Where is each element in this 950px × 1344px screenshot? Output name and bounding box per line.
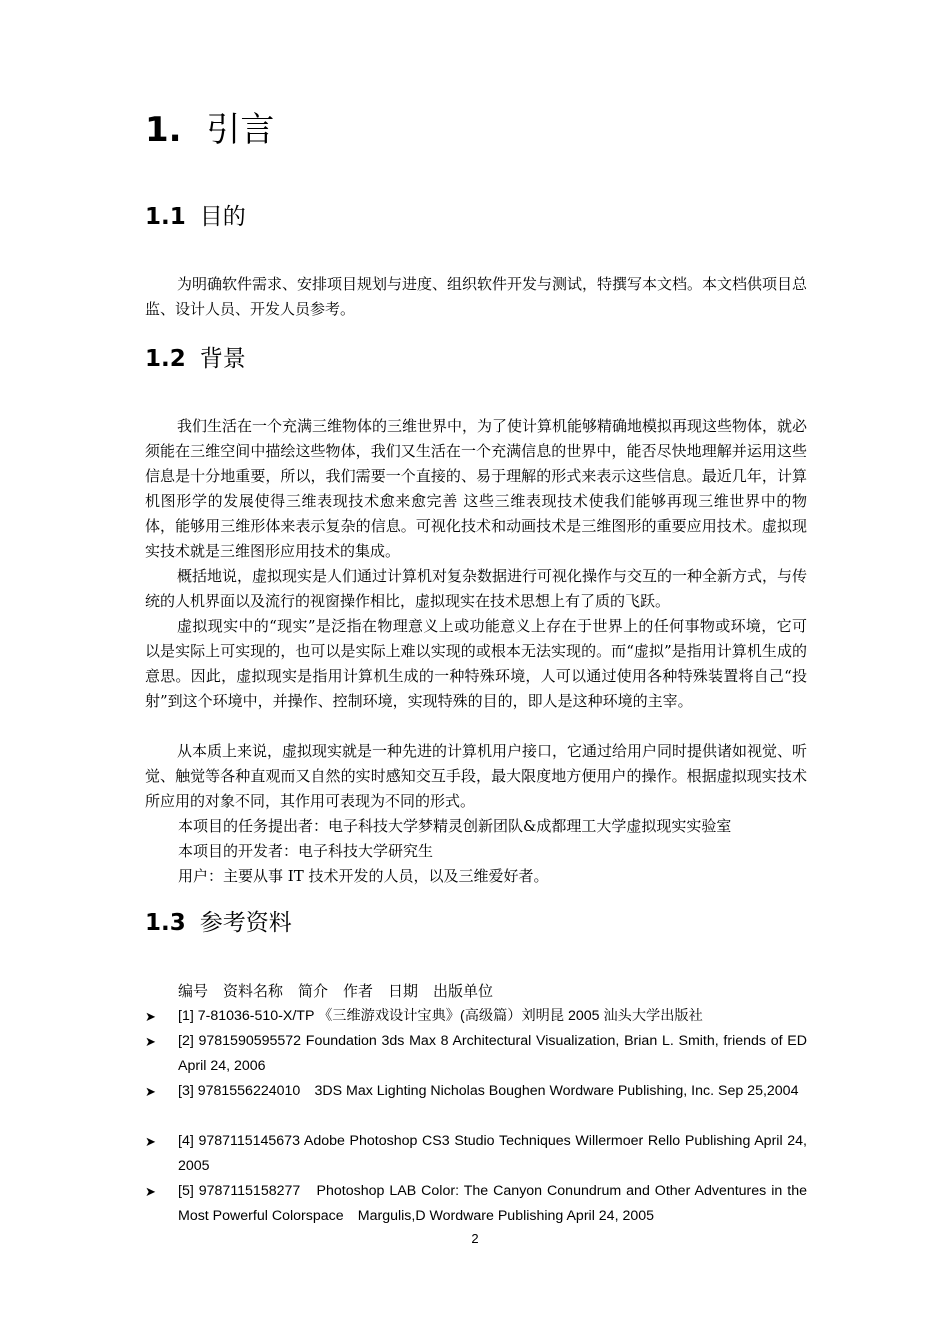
reference-text: [1] 7-81036-510-X/TP 《三维游戏设计宝典》(高级篇）刘明昆 2005 汕头大学出版社 bbox=[178, 1008, 703, 1024]
background-paragraph-3: 虚拟现实中的“现实”是泛指在物理意义上或功能意义上存在于世界上的任何事物或环境，它可以是实际上可实现的，也可以是实际上难以实现的或根本无法实现的。而“虚拟”是指用计算机生成的意思。因此，虚拟现实是指用计算机生成的一种特殊环境，人可以通过使用各种特殊装置将自己“投射”到这个环境中，并操作、控制环境，实现特殊的目的，即人是这种环境的主宰。 bbox=[145, 617, 807, 710]
subsection-heading-background bbox=[145, 344, 246, 374]
subsection-title: 目的 bbox=[199, 204, 246, 230]
reference-item bbox=[145, 1079, 807, 1104]
reference-text: [5] 9787115158277 Photoshop LAB Color: The Canyon Conundrum and Other Adventures in the Most Powerful Colorspace Margulis,D Wordware Publishing April 24, 2005 bbox=[178, 1183, 807, 1224]
background-paragraph-4: 从本质上来说，虚拟现实就是一种先进的计算机用户接口，它通过给用户同时提供诸如视觉、听觉、触觉等各种直观而又自然的实时感知交互手段，最大限度地方便用户的操作。根据虚拟现实技术所应用的对象不同，其作用可表现为不同的形式。 bbox=[145, 742, 808, 810]
references-header: 编号 资料名称 简介 作者 日期 出版单位 bbox=[178, 982, 494, 1000]
reference-item bbox=[145, 1004, 807, 1029]
section-title: 引言 bbox=[206, 110, 275, 150]
reference-text: [3] 9781556224010 3DS Max Lighting Nicholas Boughen Wordware Publishing, Inc. Sep 25,2004 bbox=[178, 1083, 799, 1099]
project-users: 用户：主要从事 IT 技术开发的人员，以及三维爱好者。 bbox=[178, 867, 549, 885]
subsection-title: 背景 bbox=[199, 346, 246, 372]
subsection-number: 1.2 bbox=[145, 346, 186, 372]
subsection-title: 参考资料 bbox=[199, 910, 292, 936]
reference-text: [2] 9781590595572 Foundation 3ds Max 8 Architectural Visualization, Brian L. Smith, friends of ED April 24, 2006 bbox=[178, 1033, 807, 1074]
background-paragraph-1: 我们生活在一个充满三维物体的三维世界中，为了使计算机能够精确地模拟再现这些物体，就必须能在三维空间中描绘这些物体，我们又生活在一个充满信息的世界中，能否尽快地理解并运用这些信息是十分地重要，所以，我们需要一个直接的、易于理解的形式来表示这些信息。最近几年，计算机图形学的发展使得三维表现技术愈来愈完善 这些三维表现技术使我们能够再现三维世界中的物体，能够用三维形体来表示复杂的信息。可视化技术和动画技术是三维图形的重要应用技术。虚拟现实技术就是三维图形应用技术的集成。 bbox=[145, 417, 808, 560]
background-paragraph-2: 概括地说，虚拟现实是人们通过计算机对复杂数据进行可视化操作与交互的一种全新方式，与传统的人机界面以及流行的视窗操作相比，虚拟现实在技术思想上有了质的飞跃。 bbox=[145, 567, 808, 610]
arrow-bullet-icon: ➤ bbox=[145, 1009, 156, 1024]
arrow-bullet-icon: ➤ bbox=[145, 1134, 156, 1149]
arrow-bullet-icon: ➤ bbox=[145, 1084, 156, 1099]
subsection-heading-purpose bbox=[145, 202, 246, 232]
reference-text: [4] 9787115145673 Adobe Photoshop CS3 Studio Techniques Willermoer Rello Publishing April 24, 2005 bbox=[178, 1133, 807, 1174]
project-developer: 本项目的开发者：电子科技大学研究生 bbox=[178, 842, 434, 860]
arrow-bullet-icon: ➤ bbox=[145, 1184, 156, 1199]
subsection-heading-references bbox=[145, 908, 292, 938]
arrow-bullet-icon: ➤ bbox=[145, 1034, 156, 1049]
reference-item bbox=[145, 1179, 807, 1229]
subsection-number: 1.3 bbox=[145, 910, 186, 936]
reference-item bbox=[145, 1129, 807, 1179]
purpose-paragraph: 为明确软件需求、安排项目规划与进度、组织软件开发与测试，特撰写本文档。本文档供项目总监、设计人员、开发人员参考。 bbox=[145, 275, 808, 318]
reference-item bbox=[145, 1029, 807, 1079]
project-proposer: 本项目的任务提出者：电子科技大学梦精灵创新团队&成都理工大学虚拟现实实验室 bbox=[178, 817, 732, 835]
page-number: 2 bbox=[471, 1231, 479, 1246]
section-heading-1 bbox=[145, 108, 274, 152]
subsection-number: 1.1 bbox=[145, 204, 186, 230]
section-number: 1. bbox=[145, 110, 182, 150]
